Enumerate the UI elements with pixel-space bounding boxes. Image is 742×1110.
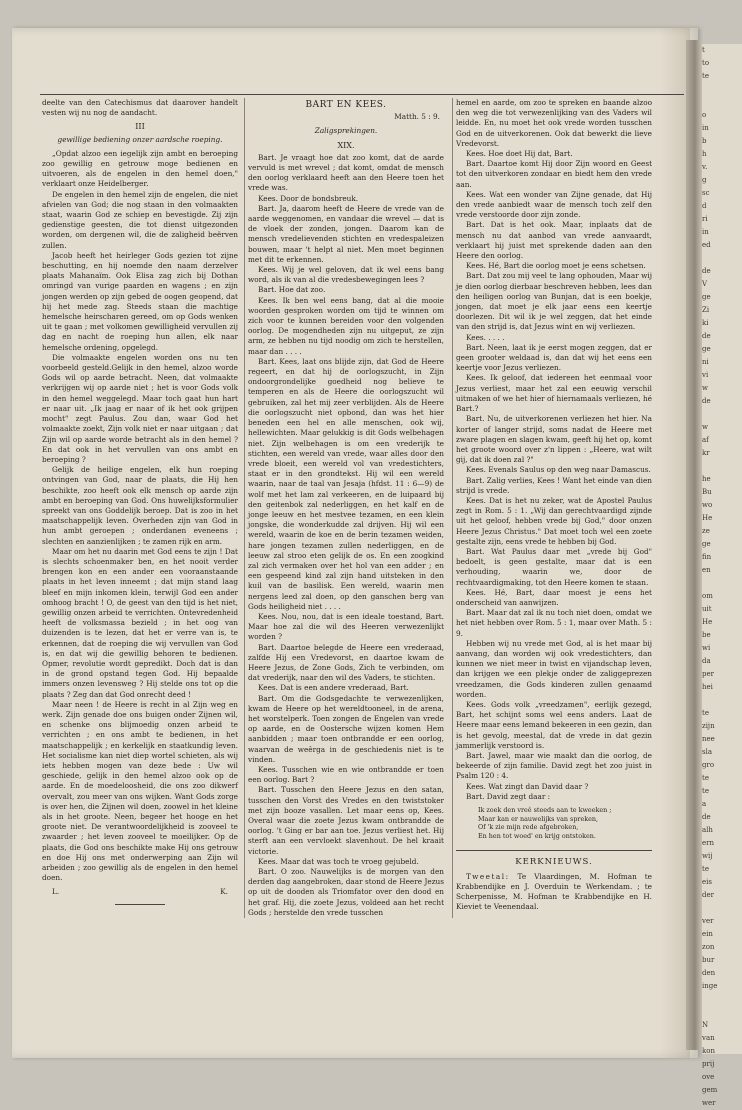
right-page-fragment: uit <box>702 605 712 613</box>
right-page-fragment: te <box>702 709 709 717</box>
paragraph: Hebben wij nu vrede met God, al is het maar bij aanvang, dan worden wij ook vredestichters, dan kunnen we niet meer in twist en vijandschap leven, dan krijgen we een plekje onder de zaliggeprezen vreedzamen, die Gods kinderen zullen genaamd worden. <box>456 638 652 699</box>
church-news-title: KERKNIEUWS. <box>456 850 652 867</box>
right-page-fragment: kon <box>702 1047 715 1055</box>
paragraph: Gelijk de heilige engelen, elk hun roeping ontvingen van God, naar de plaats, die Hij hen beschikte, zoo heeft ook elk mensch op aarde zijn ambt en beroeping van God. Ons huwelijksformulier spreekt van ons Goddelijk beroep. Dat is zoo in het maatschappelijk leven. Overheden zijn van God in hun ambt geroepen ; onderdanen eveneens ; slechten en aanzienlijken ; te zamen rijk en arm. <box>42 465 238 546</box>
paragraph: Kees. . . . . <box>466 332 505 342</box>
right-page-fragment: de <box>702 813 711 821</box>
right-page-fragment: ver <box>702 917 714 925</box>
paragraph: Kees. Wij je wel geloven, dat ik wel eens bang word, als ik van al die vredesbewegingen lees ? <box>248 265 444 285</box>
right-page-fragment: ge <box>702 540 711 548</box>
scripture-reference: Matth. 5 : 9. <box>394 112 440 122</box>
paragraph: Maar om het nu daarin met God eens te zijn ! Dat is slechts schoenmaker ben, en het nooit verder brengen kon en een ander een vooraanstaande plaats in het leven inneemt ; dat mijn stand laag bleef en mijn inkomen klein, terwijl God een ander omhoog bracht ! O, de geest van den tijd is het niet, gewillig onzen arbeid te verrichten. Ontevredenheid heeft de volksmassa bezield ; in het oog van duizenden is te lezen, dat het er verre van is, te erkennen, dat de roeping die wij vervullen van God is, en dat wij die gewillig behoren te bedienen. Opmer, revolutie wordt gepredikt. Doch dat is dan in de grond opstand tegen God. Hij bepaalde immers onzen levensweg ? Hij stelde ons tot op die plaats ? Zeg dan dat God onrecht deed ! <box>42 546 238 699</box>
paragraph: Bart. Zalig verlies, Kees ! Want het einde van dien strijd is vrede. <box>456 475 652 495</box>
right-page-fragment: om <box>702 592 713 600</box>
right-page-fragment: wo <box>702 501 713 509</box>
column-bart-en-kees <box>248 98 444 948</box>
right-page-fragment: de <box>702 397 711 405</box>
right-page-fragment: t <box>702 46 705 54</box>
right-page-fragment: ern <box>702 839 714 847</box>
article-title: BART EN KEES. <box>305 100 387 110</box>
paragraph: deelte van den Catechismus dat daarover handelt vesten wij nu nog de aandacht. <box>42 98 238 118</box>
right-page-fragment: gro <box>702 761 715 769</box>
paragraph: Bart. O zoo. Nauwelijks is de morgen van den derden dag aangebroken, daar stond de Heere Jezus op uit de dooden als Triomfator over den dood en het graf. Hij, die zoete Jezus, voldeed aan het recht Gods ; herstelde den vrede tusschen <box>248 867 444 917</box>
right-page-fragment: o <box>702 111 707 119</box>
signature-initial: K. <box>220 887 228 897</box>
right-page-fragment <box>702 408 742 421</box>
verse-line: Of 'k zie mijn rede afgebroken, <box>478 823 579 832</box>
paragraph: Bart. Hoe dat zoo. <box>258 285 326 295</box>
right-page-fragment: zon <box>702 943 715 951</box>
right-page-fragment: der <box>702 891 714 899</box>
end-rule <box>115 904 165 905</box>
signature-initial: L. <box>52 887 60 897</box>
paragraph: Bart. Jawel, maar wie maakt dan die oorlog, de bekeerde of zijn familie. David zegt het zoo juist in Psalm 120 : 4. <box>456 751 652 781</box>
section-number: XIX. <box>337 140 355 150</box>
right-page-fragment: Zi <box>702 306 710 314</box>
right-page-fragment: bur <box>702 956 715 964</box>
article-subtitle: Zaligsprekingen. <box>314 126 378 136</box>
paragraph: Kees. Dat is het nu zeker, wat de Apostel Paulus zegt in Rom. 5 : 1. „Wij dan gerechtvaardigd zijnde uit het geloof, hebben vrede bij God," door onzen Heere Jezus Christus." Dat moet toch wel een zoete gestalte zijn, eens vrede te hebben bij God. <box>456 495 652 546</box>
right-page-fragment <box>702 1006 742 1019</box>
paragraph: Bart. Kees, laat ons blijde zijn, dat God de Heere regeert, en dat hij de oorlogszucht, in Zijn ondoorgrondelijke goedheid nog believe te temperen en als de Heere die oorlogszucht wil gebruiken, zal het mij zeer verblijden. Als de Heere die oorlogszucht niet opbond, dan was het hier beneden een hel en alle menschen, ook wij, hellewichten. Maar gelukkig is dit Gods welbehagen niet. Zijn welbehagen is om een vrederijk te stichten, een wereld van vrede, waar alles door den vrede bloeit, een wereld vol van vredestichters, staat er in den grondtekst. Hij wil een wereld waarin, naar de taal van Jesaja (hfdst. 11 : 6—9) de wolf met het lam zal verkeeren, en de luipaard bij den geitenbok zal nederliggen, en het kalf en de jonge leeuw en het mestvee tezamen, en een klein jongske, die wonderkudde zal drijven. Hij wil een wereld, waarin de koe en de berin tezamen weiden, hare jongen tezamen zullen nederliggen, en de leeuw zal stroo eten gelijk de os. En een zoogkind zal zich vermaken over het hol van een adder ; en een gespeend kind zal zijn hand uitsteken in den kuil van de basilisk. Een wereld, waarin men nergens leed zal doen, op den ganschen berg van Gods heiligheid niet . . . . <box>248 356 444 611</box>
verse-line: En hen tot woed' en krijg ontstoken. <box>478 831 596 840</box>
right-page-fragment: alh <box>702 826 713 834</box>
right-page-fragment: ge <box>702 345 711 353</box>
right-page-fragment: kr <box>702 449 710 457</box>
right-page-fragment: da <box>702 657 711 665</box>
right-page-fragment: te <box>702 72 709 80</box>
paragraph: Bart. Dat zou mij veel te lang ophouden, Maar wij je dien oorlog dierbaar beschreven hebben, lees dan den heiligen oorlog van Bunjan, dat is een boekje, jongen, dat moet je elk jaar eens een keertje doorlezen. Dit wil ik je wel zeggen, dat het einde van den strijd is, dat Jezus wint en wij verliezen. <box>456 271 652 332</box>
right-page-fragment <box>702 460 742 473</box>
right-page-fragment: a <box>702 800 707 808</box>
section-number: III <box>135 122 145 132</box>
right-page-fragment <box>702 96 742 109</box>
signature <box>42 883 238 897</box>
paragraph: Kees. Nou, nou, dat is een ideale toestand, Bart. Maar hoe zal die wil des Heeren verwezenlijkt worden ? <box>248 611 444 642</box>
news-text: Te Vlaardingen, M. Hofman te Krabbendijke en J. Overduin te Werkendam. ; te Scherpenisse, M. Hofman te Krabbendijke en H. Kieviet te Veenendaal. <box>456 871 652 912</box>
right-page-fragment: v. <box>702 163 708 171</box>
paragraph: Bart. Om die Godsgedachte te verwezenlijken, kwam de Heere op het wereldtooneel, in de arena, het worstelperk. Toen zongen de Engelen van vrede op aarde, en de Oostersche wijzen komen Hem aanbidden ; maar toen ontbrandde er een oorlog, waarvan de weêrga in de geschiedenis niet is te vinden. <box>248 693 444 764</box>
right-page-fragment <box>702 694 742 707</box>
right-page-fragment: V <box>702 280 708 288</box>
right-page-fragment: den <box>702 969 716 977</box>
right-page-fragment: w <box>702 423 708 431</box>
paragraph: Bart. David zegt daar : <box>466 791 551 801</box>
right-page-fragment: vi <box>702 371 709 379</box>
right-page-fragment: zijn <box>702 722 715 730</box>
right-page-fragment: inge <box>702 982 718 990</box>
right-page-fragment: ed <box>702 241 711 249</box>
paragraph: Bart. Ja, daarom heeft de Heere de vrede van de aarde weggenomen, en vandaar die wrevel — dat is de vloek der zonden, jongen. Daarom kan de mensch vredelievenden stichten en vredespaleizen bouwen, maar 't helpt al niet. Men moet beginnen met dit te erkennen. <box>248 203 444 264</box>
right-page-fragment: b <box>702 137 707 145</box>
paragraph: Jacob heeft het heirleger Gods gezien tot zijne beschutting, en hij noemde den naam derzelver plaats Mahanaïm. Ook Elisa zag zich bij Dothan omringd van vurige paarden en wagens ; en zijn jongen werden op zijn gebed de oogen geopend, dat hij het mede zag. Steeds staan die machtige hemelsche heirscharen gereed, om op Gods wenken uit te gaan ; met volkomen gewilligheid vervullen zij dag en nacht de roeping hun allen, elk naar hemelsche ordening, opgelegd. <box>42 250 238 352</box>
paragraph: Die volmaakte engelen worden ons nu ten voorbeeld gesteld.Gelijk in den hemel, alzoo worde Gods wil op aarde betracht. Neen, dat volmaakte verkrijgen wij op aarde niet ; het is voor Gods volk in den hemel weggelegd. Maar toch gaat hun hart er naar uit. „Ik jaag er naar of ik het ook grijpen mocht" zegt Paulus. Zou dan, waar God het volmaakte zoekt, Zijn volk niet er naar uitgaan ; dat Zijn wil op aarde worde betracht als in den hemel ? En dat ook in het vervullen van ons ambt en beroeping ? <box>42 352 238 464</box>
right-page-fragment: w <box>702 384 708 392</box>
right-page-fragment: nee <box>702 735 715 743</box>
right-page-fragment <box>702 83 742 96</box>
paragraph: Bart. Tusschen den Heere Jezus en den satan, tusschen den Vorst des Vredes en den twiststoker met zijn booze vasallen. Let maar eens op, Kees. Overal waar die zoete Jezus kwam ontbrandde de oorlog. 't Ging er bar aan toe. Jezus verliest het. Hij sterft aan een vervloekt slavenhout. De hel kraait victorie. <box>248 785 444 856</box>
right-page-fragment: de <box>702 267 711 275</box>
column-divider <box>244 98 245 918</box>
column-continuation <box>456 98 652 948</box>
right-page-fragment: h <box>702 150 707 158</box>
right-page-edge <box>702 44 742 1107</box>
right-page-fragment: prij <box>702 1060 715 1068</box>
right-page-fragment <box>702 993 742 1006</box>
right-page-fragment: eis <box>702 878 712 886</box>
right-page-fragment: gem <box>702 1086 718 1094</box>
section-subtitle: gewillige bediening onzer aardsche roeping. <box>57 134 223 144</box>
paragraph: Kees. Wat zingt dan David daar ? <box>466 781 589 791</box>
paragraph: Maar neen ! de Heere is recht in al Zijn weg en werk. Zijn genade doe ons buigen onder Zijnen wil, en schenke ons blijmoedig onzen arbeid te verrichten ; en ons ambt te bedienen, in het maatschappelijk ; en kerkelijk en staatkundig leven. Het socialisme kan niet diep wortel schieten, als wij iets hebben mogen van deze bede : Uw wil geschiede, gelijk in den hemel alzoo ook op de aarde. En de moedeloosheid, die ons zoo dikwerf overvalt, zou meer van ons wijken. Want Gods zorge is over hen, die Zijnen wil doen, zoowel in het kleine als in het groote. Neen, begeer het hooge en het groote niet. De verantwoordelijkheid is zooveel te zwaarder ; het leven zooveel te moeilijker. Op de plaats, die God ons beschikte make Hij ons getrouw en doe Hij ons met onderwerping aan Zijn wil arbeiden ; zoo gewillig als de engelen in den hemel doen. <box>42 699 238 883</box>
paragraph: Kees. Evenals Saulus op den weg naar Damascus. <box>466 465 651 475</box>
paragraph: Kees. Hoe doet Hij dat, Bart. <box>466 149 573 159</box>
book-gutter <box>686 40 702 1050</box>
right-page-fragment: te <box>702 774 709 782</box>
right-page-fragment: en <box>702 566 711 574</box>
right-page-fragment: to <box>702 59 710 67</box>
paragraph: Bart. Wat Paulus daar met „vrede bij God" bedoelt, is geen gestalte, maar dat is een verhouding, waarin we, door de rechtvaardigmaking, tot den Heere komen te staan. <box>456 546 652 587</box>
right-page-fragment: wer <box>702 1099 716 1107</box>
right-page-fragment: van <box>702 1034 715 1042</box>
paragraph: Kees. Ik ben wel eens bang, dat al die mooie woorden gesproken worden om tijd te winnen om zich voor te kunnen bereiden voor den volgenden oorlog. De mogendheden zijn nu uitgeput, ze zijn arm, ze hebben nu tijd noodig om zich te herstellen, maar dan . . . . <box>248 295 444 356</box>
paragraph: Bart. Neen, laat ik je eerst mogen zeggen, dat er geen grooter weldaad is, dan dat wij het eens een keertje voor Jezus verliezen. <box>456 342 652 373</box>
verse-line: Maar kan er nauwelijks van spreken, <box>478 814 599 823</box>
paragraph: Bart. Je vraagt hoe dat zoo komt, dat de aarde vervuld is met wrevel ; dat komt, omdat de mensch den oorlog verklaard heeft aan den Heere toen het vrede was. <box>248 152 444 193</box>
paragraph: Kees. Gods volk „vreedzamen", eerlijk gezegd, Bart, het schijnt soms wel eens anders. Laat de Heere maar eens lemand bekeeren in een gezin, dan is het gevolg, meestal, dat de vrede in dat gezin jammerlijk verstoord is. <box>456 699 652 750</box>
paragraph: Kees. Door de bondsbreuk. <box>258 193 359 203</box>
right-page-fragment: d <box>702 202 707 210</box>
paragraph: Kees. Maar dat was toch te vroeg gejubeld. <box>258 856 419 866</box>
right-page-fragment: ki <box>702 319 709 327</box>
paragraph: Kees. Hé, Bart die oorlog moet je eens schetsen. <box>466 261 646 271</box>
paragraph: Bart. Daartoe belegde de Heere een vrederaad, zalfde Hij een Vredevorst, en daartoe kwam de Heere Jezus, de Zone Gods, Zich te verbinden, om dat vrederijk, naar den wil des Vaders, te stichten. <box>248 642 444 683</box>
right-page-fragment: in <box>702 124 709 132</box>
paragraph: Bart. Maar dat zal ik nu toch niet doen, omdat we het niet hebben over Rom. 5 : 1, maar over Math. 5 : 9. <box>456 608 652 638</box>
right-page-fragment: te <box>702 865 709 873</box>
right-page-fragment: af <box>702 436 709 444</box>
right-page-fragment <box>702 577 742 590</box>
right-page-fragment: ove <box>702 1073 715 1081</box>
paragraph: hemel en aarde, om zoo te spreken en baande alzoo den weg die tot verwezenlijking van des Vaders wil leidde. En, nu moet het ook vrede worden tusschen God en de uitverkorenen. Ook dat bewerkt die lieve Vredevorst. <box>456 98 652 148</box>
right-page-fragment: ri <box>702 215 708 223</box>
right-page-fragment: be <box>702 631 711 639</box>
right-page-fragment: N <box>702 1021 709 1029</box>
right-page-fragment: in <box>702 228 709 236</box>
paragraph: Kees. Dat is een andere vrederaad, Bart. <box>258 683 409 693</box>
paragraph: „Opdat alzoo een iegelijk zijn ambt en beroeping zoo gewillig en getrouw moge bedienen en uitvoeren, als de engelen in den hemel doen," verklaart onze Heidelberger. <box>42 148 238 189</box>
paragraph: Bart. Dat is het ook. Maar, inplaats dat de mensch nu dat aanbod van vrede aanvaardt, verklaart hij juist met sprekende daden aan den Heere den oorlog. <box>456 220 652 261</box>
right-page-fragment: per <box>702 670 714 678</box>
right-page-fragment: sla <box>702 748 713 756</box>
paragraph: Kees. Tusschen wie en wie ontbrandde er toen een oorlog. Bart ? <box>248 765 444 785</box>
paragraph: Kees. Wat een wonder van Zijne genade, dat Hij den vrede aanbiedt waar de mensch toch zelf den vrede verstoorde door zijn zonde. <box>456 189 652 220</box>
right-page-fragment: fin <box>702 553 712 561</box>
right-page-fragment: ze <box>702 527 710 535</box>
right-page-fragment: He <box>702 514 713 522</box>
right-page-fragment: sc <box>702 189 710 197</box>
psalm-verse <box>478 806 652 840</box>
right-page-fragment: He <box>702 618 713 626</box>
column-divider <box>452 98 453 918</box>
verse-line: Ik zoek den vreê steeds aan te kweeken ; <box>478 806 612 815</box>
paragraph: Kees. Hé, Bart, daar moest je eens het onderscheid van aanwijzen. <box>456 587 652 607</box>
paragraph: Kees. Ik geloof, dat iedereen het eenmaal voor Jezus verliest, maar het zal een eeuwig verschil uitmaken of we het hier of hiernamaals verliezen, hé Bart.? <box>456 373 652 414</box>
paragraph: Bart. Daartoe komt Hij door Zijn woord en Geest tot den uitverkoren zondaar en biedt hem den vrede aan. <box>456 159 652 189</box>
right-page-fragment: wi <box>702 644 711 652</box>
paragraph: De engelen in den hemel zijn de engelen, die niet afvielen van God; die nog staan in den volmaakten staat, waarin God ze schiep en bevestigde. Zij zijn gedienstige geesten, die tot dienst uitgezonden worden, om dergenen wil, die de zaligheid beërven zullen. <box>42 189 238 250</box>
right-page-fragment: de <box>702 332 711 340</box>
right-page-fragment: g <box>702 176 707 184</box>
right-page-fragment <box>702 252 742 265</box>
right-page-fragment: wij <box>702 852 713 860</box>
column-catechism <box>42 98 238 948</box>
header-rule <box>40 70 684 95</box>
right-page-fragment: ge <box>702 293 711 301</box>
right-page-fragment <box>702 902 742 915</box>
right-page-fragment: Bu <box>702 488 712 496</box>
paragraph: Bart. Nu, de uitverkorenen verliezen het hier. Na korter of langer strijd, soms nadat de Heere met zware plagen en slagen kwam, geeft hij het op, komt het groote woord over z'n lippen : „Heere, wat wilt gij, dat ik doen zal ?" <box>456 414 652 465</box>
right-page-fragment: ni <box>702 358 709 366</box>
news-label: Tweetal: <box>466 871 510 881</box>
right-page-fragment: he <box>702 475 711 483</box>
church-news-item <box>456 872 652 913</box>
right-page-fragment: hei <box>702 683 713 691</box>
right-page-fragment: ein <box>702 930 713 938</box>
right-page-fragment: te <box>702 787 709 795</box>
